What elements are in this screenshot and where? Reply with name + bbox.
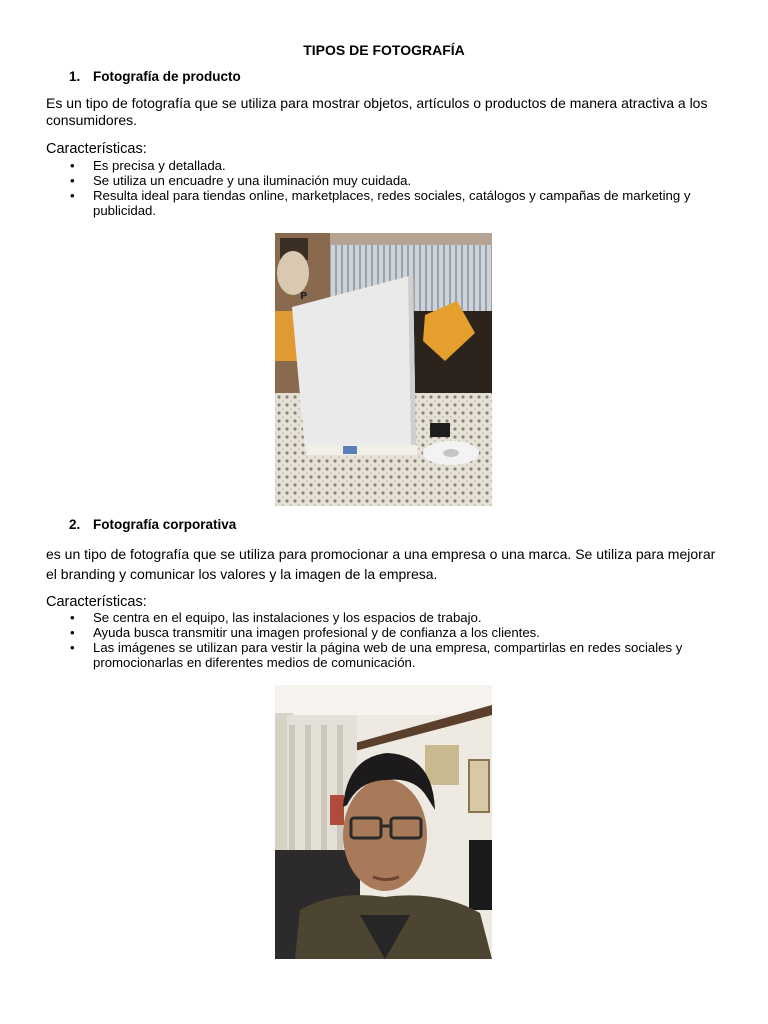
bullet-icon: • [70, 173, 75, 188]
section-1-description: Es un tipo de fotografía que se utiliza para mostrar objetos, artículos o productos de manera atractiva a los consumidores. [46, 95, 708, 128]
section-2-bullet-list [0, 610, 768, 670]
bullet-icon: • [70, 188, 75, 203]
bullet-icon: • [70, 625, 75, 640]
product-photo [275, 233, 492, 506]
list-item: • Se centra en el equipo, las instalaciones y los espacios de trabajo. [70, 610, 482, 625]
section-2-characteristics-label: Características: [46, 594, 147, 610]
bullet-icon: • [70, 158, 75, 173]
section-1-number: 1. [69, 69, 81, 84]
list-item: • Ayuda busca transmitir una imagen profesional y de confianza a los clientes. [70, 625, 540, 640]
section-1-heading [69, 69, 241, 84]
list-item: • Resulta ideal para tiendas online, marketplaces, redes sociales, catálogos y campañas de marketing y publicidad. [70, 188, 691, 218]
section-2-number: 2. [69, 517, 81, 532]
section-1-characteristics-label: Características: [46, 141, 147, 157]
list-item: • Se utiliza un encuadre y una iluminación muy cuidada. [70, 173, 412, 188]
section-1-title: Fotografía de producto [93, 69, 241, 84]
corporate-photo [275, 685, 492, 959]
page-title: TIPOS DE FOTOGRAFÍA [303, 42, 465, 58]
list-item: • Es precisa y detallada. [70, 158, 226, 173]
section-1-bullet-list [0, 158, 768, 218]
bullet-icon: • [70, 610, 75, 625]
section-2-title: Fotografía corporativa [93, 517, 237, 532]
section-2-heading [69, 517, 236, 532]
section-2-description: es un tipo de fotografía que se utiliza para promocionar a una empresa o una marca. Se utiliza para mejorar el branding y comunicar los valores y la imagen de la empresa. [46, 546, 716, 582]
bullet-icon: • [70, 640, 75, 655]
list-item: • Las imágenes se utilizan para vestir la página web de una empresa, compartirlas en redes sociales y promocionarlas en diferentes medios de comunicación. [70, 640, 683, 670]
svg-text:P: P [300, 291, 308, 302]
